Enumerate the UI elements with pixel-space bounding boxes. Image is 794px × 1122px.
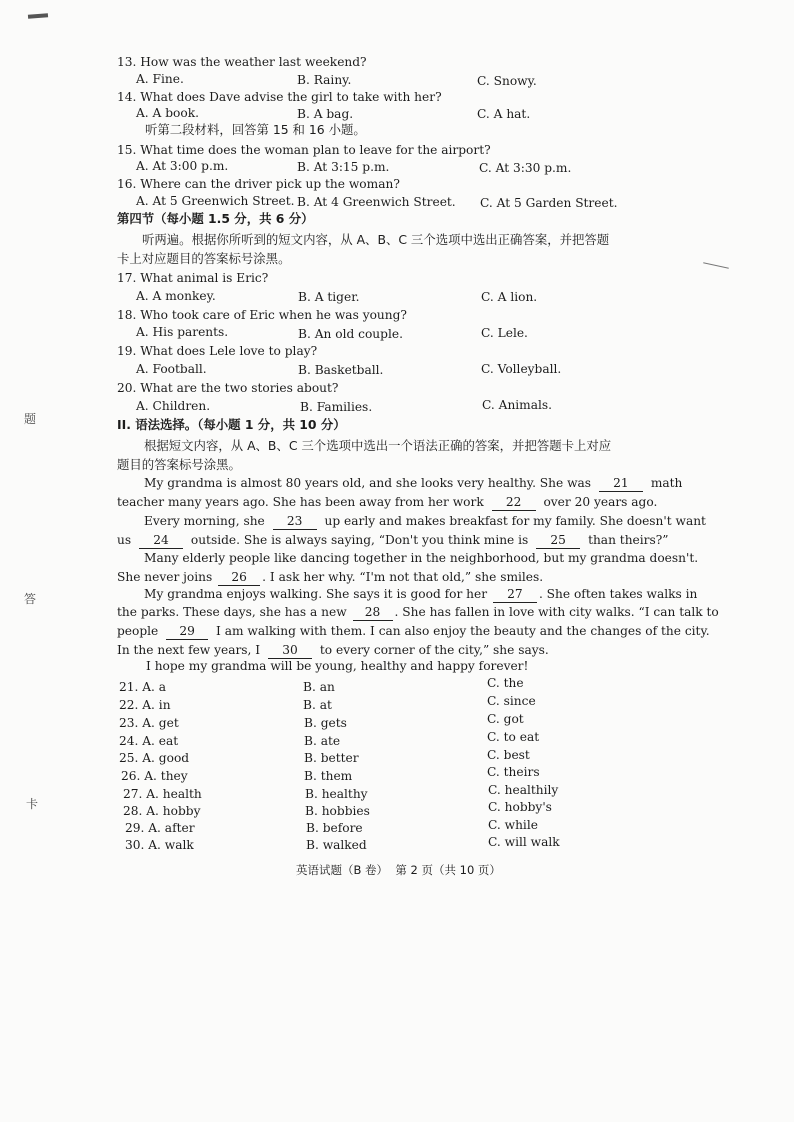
material-2-instruction: 听第二段材料，回答第 15 和 16 小题。: [145, 122, 366, 137]
option-23-a: 23. A. get: [119, 716, 179, 730]
question-19: 19. What does Lele love to play?: [117, 344, 318, 358]
blank-22: 22: [492, 494, 536, 511]
q15-option-c: C. At 3:30 p.m.: [479, 161, 572, 175]
question-15: 15. What time does the woman plan to leave for the airport?: [117, 143, 491, 157]
question-18: 18. Who took care of Eric when he was young?: [117, 308, 407, 322]
blank-25: 25: [536, 532, 580, 549]
scan-artifact-top: [28, 13, 48, 18]
margin-mark-1: 题: [24, 412, 37, 426]
passage-text: Every morning, she: [144, 514, 265, 528]
option-27-c: C. healthily: [488, 783, 559, 797]
blank-30: 30: [268, 642, 312, 659]
passage-line-8: [117, 604, 719, 621]
blank-26: 26: [218, 569, 260, 586]
blank-21: 21: [599, 475, 643, 492]
q15-option-a: A. At 3:00 p.m.: [136, 159, 229, 173]
passage-line-1: [144, 475, 682, 492]
passage-line-5: Many elderly people like dancing together in the neighborhood, but my grandma doesn't.: [144, 551, 699, 565]
option-23-b: B. gets: [304, 716, 347, 730]
option-21-b: B. an: [303, 680, 335, 694]
q17-option-b: B. A tiger.: [298, 290, 360, 304]
option-28-a: 28. A. hobby: [123, 804, 201, 818]
passage-text: She never joins: [117, 570, 213, 584]
passage-text: the parks. These days, she has a new: [117, 605, 347, 619]
option-27-a: 27. A. health: [123, 787, 202, 801]
option-29-a: 29. A. after: [125, 821, 195, 835]
q18-option-c: C. Lele.: [481, 326, 528, 340]
option-25-a: 25. A. good: [119, 751, 190, 765]
q14-option-c: C. A hat.: [477, 107, 531, 121]
passage-text: outside. She is always saying, “Don't you think mine is: [190, 533, 529, 547]
q19-option-b: B. Basketball.: [298, 363, 384, 377]
passage-text: In the next few years, I: [117, 643, 261, 657]
q13-option-c: C. Snowy.: [477, 74, 537, 88]
q19-option-a: A. Football.: [136, 362, 207, 376]
passage-text: people: [117, 624, 159, 638]
option-26-b: B. them: [304, 769, 353, 783]
q16-option-c: C. At 5 Garden Street.: [480, 196, 618, 210]
passage-text: My grandma is almost 80 years old, and she looks very healthy. She was: [144, 476, 592, 490]
margin-mark-2: 答: [24, 592, 37, 606]
blank-28: 28: [353, 604, 393, 621]
question-14: 14. What does Dave advise the girl to take with her?: [117, 90, 442, 104]
q14-option-b: B. A bag.: [297, 107, 354, 121]
q16-option-a: A. At 5 Greenwich Street.: [136, 194, 295, 208]
q19-option-c: C. Volleyball.: [481, 362, 562, 376]
q20-option-c: C. Animals.: [482, 398, 553, 412]
option-29-c: C. while: [488, 818, 538, 832]
q18-option-a: A. His parents.: [136, 325, 229, 339]
option-22-c: C. since: [487, 694, 536, 708]
option-24-a: 24. A. eat: [119, 734, 179, 748]
q13-option-b: B. Rainy.: [297, 73, 352, 87]
passage-text: over 20 years ago.: [543, 495, 658, 509]
q17-option-c: C. A lion.: [481, 290, 538, 304]
passage-line-7: [144, 586, 697, 603]
question-13: 13. How was the weather last weekend?: [117, 55, 367, 69]
passage-text: than theirs?”: [588, 533, 669, 547]
grammar-section-title: II. 语法选择。（每小题 1 分，共 10 分）: [117, 417, 346, 432]
scan-artifact-right: [703, 262, 729, 268]
option-29-b: B. before: [306, 821, 363, 835]
question-17: 17. What animal is Eric?: [117, 271, 269, 285]
option-26-c: C. theirs: [487, 765, 540, 779]
passage-text: . She often takes walks in: [538, 587, 698, 601]
passage-line-11: I hope my grandma will be young, healthy and happy forever!: [146, 659, 529, 673]
passage-text: I am walking with them. I can also enjoy the beauty and the changes of the city.: [216, 624, 710, 638]
option-28-b: B. hobbies: [305, 804, 370, 818]
grammar-instruction-2: 题目的答案标号涂黑。: [117, 457, 241, 472]
grammar-instruction-1: 根据短文内容，从 A、B、C 三个选项中选出一个语法正确的答案，并把答题卡上对应: [144, 438, 612, 453]
option-22-b: B. at: [303, 698, 332, 712]
passage-line-10: [117, 642, 549, 659]
option-25-c: C. best: [487, 748, 530, 762]
margin-mark-3: 卡: [26, 797, 39, 811]
q14-option-a: A. A book.: [136, 106, 199, 120]
passage-line-9: [117, 623, 710, 640]
q13-option-a: A. Fine.: [136, 72, 184, 86]
passage-line-4: [117, 532, 669, 549]
option-27-b: B. healthy: [305, 787, 368, 801]
blank-27: 27: [493, 586, 537, 603]
q17-option-a: A. A monkey.: [136, 289, 216, 303]
blank-24: 24: [139, 532, 183, 549]
passage-text: . I ask her why. “I'm not that old,” she smiles.: [262, 570, 544, 584]
passage-line-3: [144, 513, 706, 530]
option-30-a: 30. A. walk: [125, 838, 194, 852]
option-25-b: B. better: [304, 751, 359, 765]
option-22-a: 22. A. in: [119, 698, 171, 712]
section-4-instruction-2: 卡上对应题目的答案标号涂黑。: [117, 251, 291, 266]
passage-text: math: [650, 476, 683, 490]
option-30-b: B. walked: [306, 838, 367, 852]
question-16: 16. Where can the driver pick up the woman?: [117, 177, 400, 191]
q16-option-b: B. At 4 Greenwich Street.: [297, 195, 456, 209]
passage-text: . She has fallen in love with city walks. “I can talk to: [394, 605, 719, 619]
blank-29: 29: [166, 623, 208, 640]
page-footer: 英语试题（B 卷） 第 2 页（共 10 页）: [296, 863, 501, 877]
section-4-instruction-1: 听两遍。根据你所听到的短文内容，从 A、B、C 三个选项中选出正确答案，并把答题: [142, 232, 610, 247]
option-26-a: 26. A. they: [121, 769, 188, 783]
q20-option-a: A. Children.: [136, 399, 211, 413]
option-28-c: C. hobby's: [488, 800, 552, 814]
passage-text: us: [117, 533, 132, 547]
option-30-c: C. will walk: [488, 835, 560, 849]
question-20: 20. What are the two stories about?: [117, 381, 339, 395]
q20-option-b: B. Families.: [300, 400, 373, 414]
section-4-title: 第四节（每小题 1.5 分，共 6 分）: [117, 211, 314, 226]
q15-option-b: B. At 3:15 p.m.: [297, 160, 390, 174]
passage-line-2: [117, 494, 657, 511]
passage-line-6: [117, 569, 543, 586]
passage-text: teacher many years ago. She has been away from her work: [117, 495, 484, 509]
passage-text: up early and makes breakfast for my family. She doesn't want: [324, 514, 706, 528]
option-23-c: C. got: [487, 712, 524, 726]
option-21-c: C. the: [487, 676, 524, 690]
passage-text: to every corner of the city,” she says.: [319, 643, 549, 657]
option-24-c: C. to eat: [487, 730, 540, 744]
option-21-a: 21. A. a: [119, 680, 167, 694]
q18-option-b: B. An old couple.: [298, 327, 403, 341]
option-24-b: B. ate: [304, 734, 341, 748]
passage-text: My grandma enjoys walking. She says it is good for her: [144, 587, 488, 601]
blank-23: 23: [273, 513, 317, 530]
